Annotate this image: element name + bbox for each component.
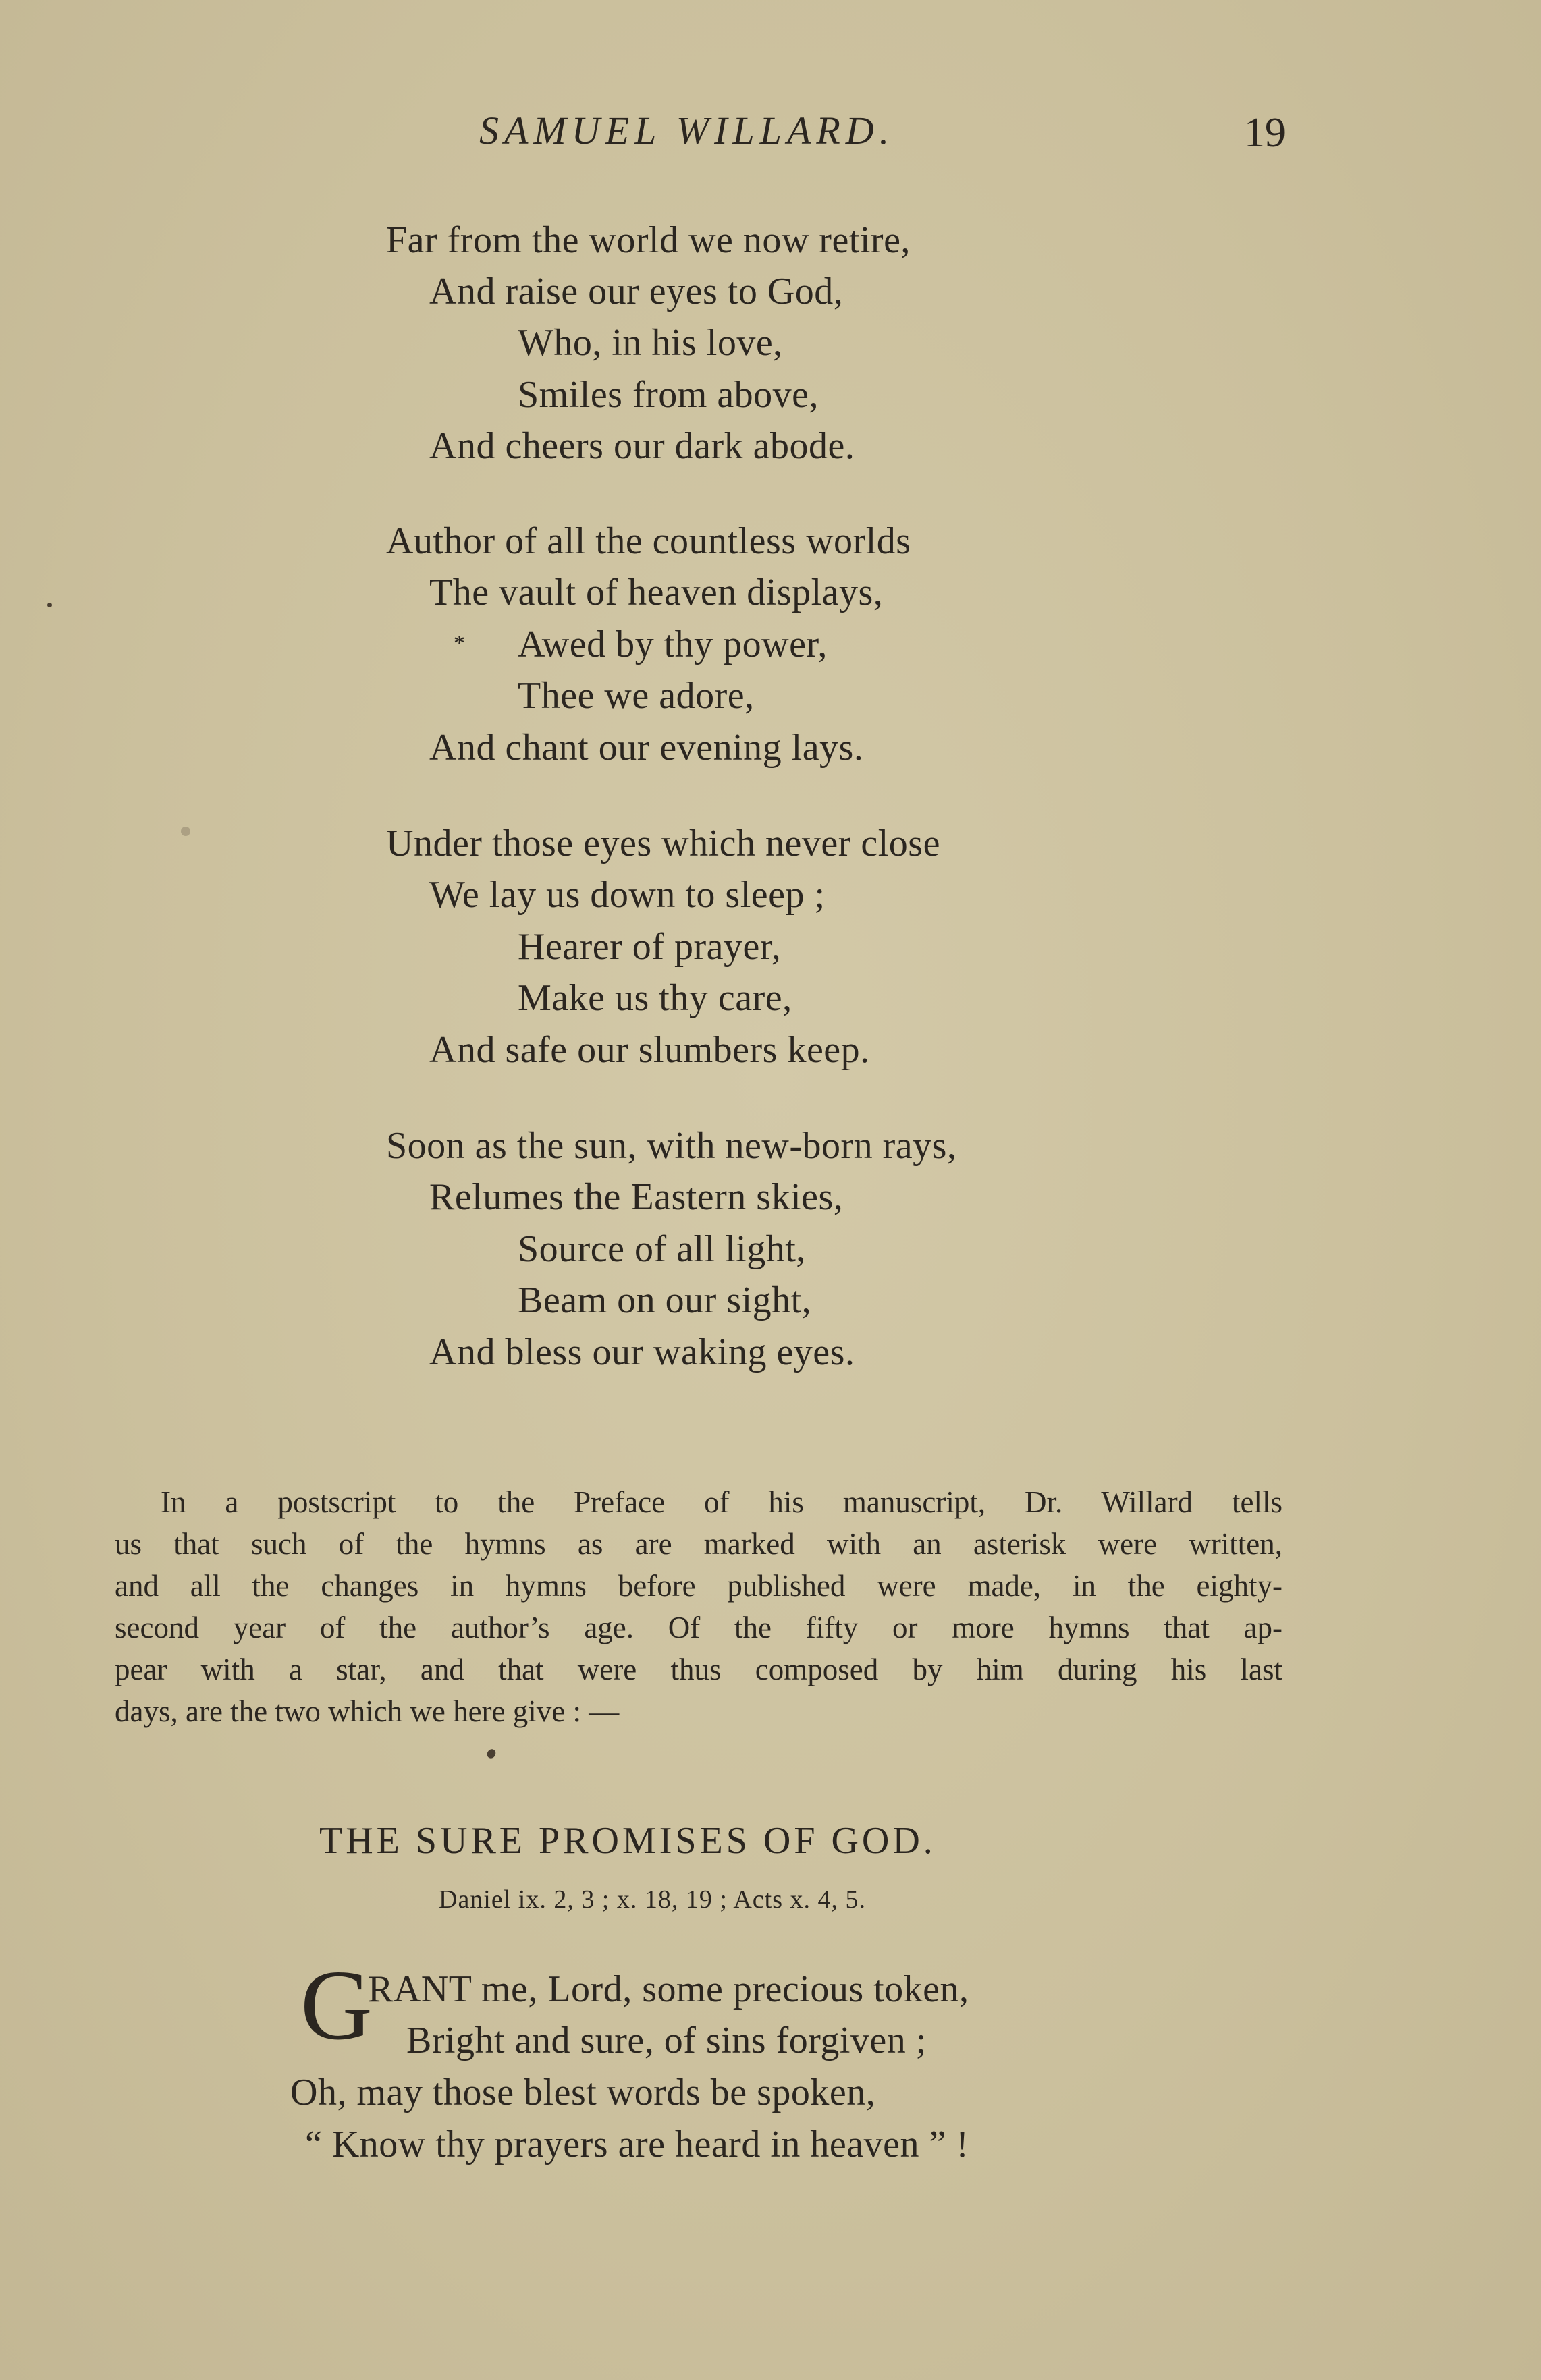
- hymn-line: RANT me, Lord, some precious token,: [368, 1968, 969, 2010]
- paragraph-line: second year of the author’s age. Of the fifty or more hymns that ap-: [115, 1611, 1282, 1644]
- hymn-line: Oh, may those blest words be spoken,: [290, 2072, 876, 2113]
- paragraph-line: pear with a star, and that were thus composed by him during his last: [115, 1653, 1282, 1686]
- poem-line: The vault of heaven displays,: [429, 572, 884, 613]
- paragraph-line: In a postscript to the Preface of his manuscript, Dr. Willard tells: [161, 1485, 1282, 1519]
- hymn-line: Bright and sure, of sins forgiven ;: [406, 2020, 927, 2061]
- poem-line: Relumes the Eastern skies,: [429, 1176, 844, 1218]
- poem-line: Beam on our sight,: [518, 1279, 812, 1321]
- drop-cap: G: [300, 1950, 373, 2061]
- poem-line: Thee we adore,: [518, 675, 755, 717]
- poem-line: And raise our eyes to God,: [429, 271, 844, 312]
- paragraph-line: days, are the two which we here give : —: [115, 1694, 620, 1728]
- poem-line: Author of all the countless worlds: [386, 520, 911, 562]
- postscript-paragraph: [115, 1481, 1282, 1732]
- running-header-title: SAMUEL WILLARD.: [479, 109, 895, 153]
- poem-line: Make us thy care,: [518, 977, 792, 1019]
- poem-line: Far from the world we now retire,: [386, 219, 911, 261]
- poem-line: And cheers our dark abode.: [429, 425, 855, 467]
- poem-line: Smiles from above,: [518, 374, 819, 416]
- poem-line: And safe our slumbers keep.: [429, 1029, 870, 1071]
- poem-line: Under those eyes which never close: [386, 823, 940, 864]
- hymn-title: THE SURE PROMISES OF GOD.: [319, 1820, 936, 1862]
- paper-speck: [485, 1748, 497, 1760]
- poem-line: And bless our waking eyes.: [429, 1331, 855, 1373]
- page-number: 19: [1244, 110, 1286, 156]
- paper-speck: [47, 603, 52, 607]
- poem-line: Awed by thy power,: [518, 624, 828, 665]
- poem-line: And chant our evening lays.: [429, 727, 864, 769]
- asterisk-mark: *: [454, 631, 465, 656]
- paper-speck: [181, 827, 190, 836]
- poem-line: We lay us down to sleep ;: [429, 874, 826, 916]
- paragraph-line: and all the changes in hymns before published were made, in the eighty-: [115, 1569, 1282, 1603]
- hymn-line: “ Know thy prayers are heard in heaven ” !: [305, 2124, 969, 2165]
- scripture-reference: Daniel ix. 2, 3 ; x. 18, 19 ; Acts x. 4, 5.: [439, 1885, 867, 1914]
- paragraph-line: us that such of the hymns as are marked with an asterisk were written,: [115, 1527, 1282, 1561]
- poem-line: Source of all light,: [518, 1228, 806, 1270]
- poem-line: Hearer of prayer,: [518, 926, 782, 968]
- poem-line: Soon as the sun, with new-born rays,: [386, 1125, 957, 1167]
- poem-line: Who, in his love,: [518, 322, 783, 364]
